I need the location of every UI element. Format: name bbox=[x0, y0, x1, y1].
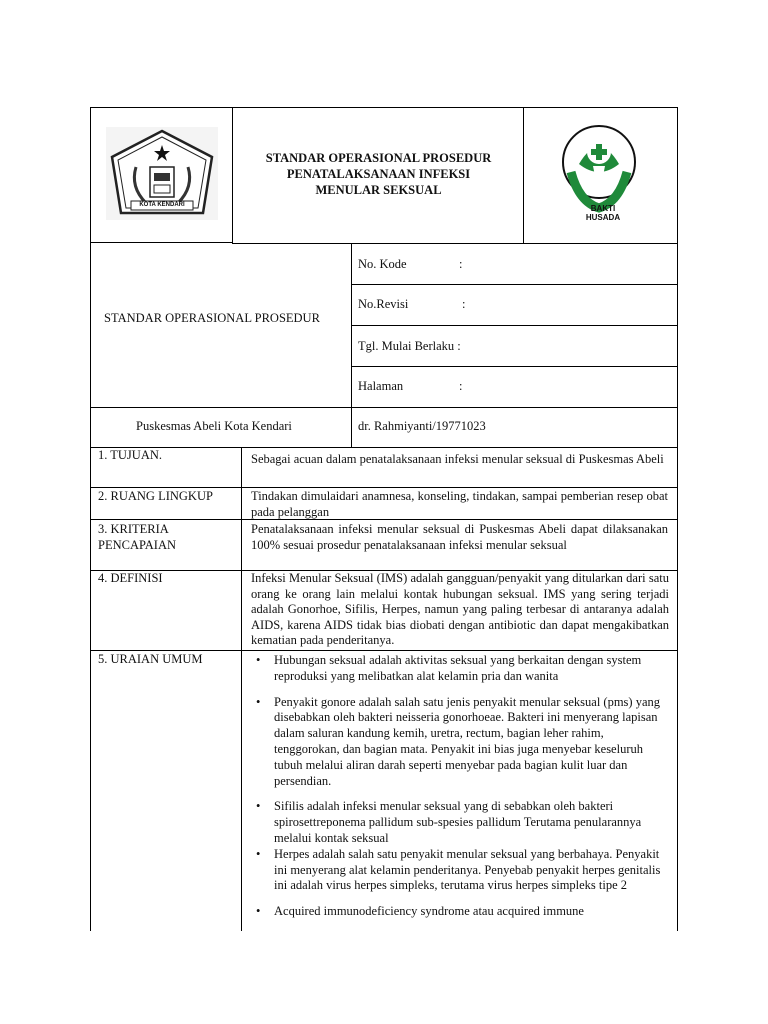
list-item-text: Sifilis adalah infeksi menular seksual yang di sebabkan oleh bakteri spirosettreponema pallidum sub-spesies pallidum Terutama penularannya melalui kontak seksual bbox=[274, 799, 642, 845]
ruang-lingkup-label: 2. RUANG LINGKUP bbox=[98, 489, 213, 503]
kriteria-text: Penatalaksanaan infeksi menular seksual di Puskesmas Abeli dapat dilaksanakan 100% sesuai prosedur penatalaksanaan infeksi menular seksual bbox=[251, 522, 668, 552]
title-line-3: MENULAR SEKSUAL bbox=[315, 183, 442, 197]
puskesmas-name: Puskesmas Abeli Kota Kendari bbox=[136, 419, 292, 433]
title-line-1: STANDAR OPERASIONAL PROSEDUR bbox=[265, 151, 492, 165]
title-line-2: PENATALAKSANAAN INFEKSI bbox=[286, 167, 471, 181]
list-item bbox=[249, 653, 669, 685]
uraian-umum-label: 5. URAIAN UMUM bbox=[98, 652, 203, 666]
tgl-berlaku-label: Tgl. Mulai Berlaku : bbox=[358, 339, 461, 353]
signer-name: dr. Rahmiyanti/19771023 bbox=[358, 419, 486, 433]
halaman-colon: : bbox=[459, 379, 463, 393]
no-kode-colon: : bbox=[459, 257, 463, 271]
no-revisi-colon: : bbox=[462, 297, 466, 311]
bakti-husada-logo bbox=[555, 120, 645, 224]
list-item bbox=[249, 847, 669, 894]
list-item-text: Herpes adalah salah satu penyakit menular seksual yang berbahaya. Penyakit ini menyerang alat kelamin penderitanya. Penyebab penyakit herpes genitalis ini adalah virus herpes simpleks, terutama virus herpes simpleks tipe 2 bbox=[274, 846, 661, 893]
ruang-lingkup-text: Tindakan dimulaidari anamnesa, konseling, tindakan, sampai pemberian resep obat pada pelanggan bbox=[251, 489, 668, 519]
list-item-text: Hubungan seksual adalah aktivitas seksual yang berkaitan dengan system reproduksi yang melibatkan alat kelamin pria dan wanita bbox=[274, 653, 642, 683]
no-revisi-label: No.Revisi bbox=[358, 297, 409, 311]
tujuan-text: Sebagai acuan dalam penatalaksanaan infeksi menular seksual di Puskesmas Abeli bbox=[251, 452, 664, 466]
bullet: • bbox=[256, 846, 261, 861]
list-item-text: Acquired immunodeficiency syndrome atau acquired immune bbox=[274, 904, 584, 919]
kriteria-label-line-2: PENCAPAIAN bbox=[98, 537, 177, 552]
kriteria-label-line-1: 3. KRITERIA bbox=[98, 522, 169, 536]
sop-label: STANDAR OPERASIONAL PROSEDUR bbox=[104, 311, 320, 325]
bullet: • bbox=[256, 653, 261, 667]
list-item bbox=[249, 904, 669, 920]
list-item bbox=[249, 799, 669, 846]
uraian-umum-list bbox=[249, 653, 669, 920]
kriteria-label bbox=[98, 522, 176, 553]
kota-kendari-logo bbox=[106, 127, 218, 220]
document-title bbox=[234, 150, 523, 198]
bakti-husada-logo-text: BAKTI HUSADA bbox=[585, 204, 621, 222]
no-kode-label: No. Kode bbox=[358, 257, 407, 271]
bullet: • bbox=[256, 904, 261, 919]
definisi-label: 4. DEFINISI bbox=[98, 571, 163, 585]
bullet: • bbox=[256, 799, 261, 814]
list-item-text: Penyakit gonore adalah salah satu jenis penyakit menular seksual (pms) yang disebabkan oleh bakteri neisseria gonorhoeae. Bakteri ini menyerang lapisan dalam saluran kandung kemih, uretra, rectum, bagian leher rahim, tenggorokan, dan bagian mata. Penyakit ini bias juga menyebar keseluruh tubuh melalui aliran darah seperti menyebar pada bagian kulit luar dan persendian. bbox=[274, 694, 661, 788]
kota-kendari-logo-text: KOTA KENDARI bbox=[139, 202, 185, 208]
halaman-label: Halaman bbox=[358, 379, 404, 393]
definisi-text: Infeksi Menular Seksual (IMS) adalah gangguan/penyakit yang ditularkan dari satu orang ke orang lain melalui kontak hubungan seksual. IMS yang sering terjadi adalah Gonorhoe, Sifilis, Herpes, namun yang paling terbesar di antaranya adalah AIDS, karena AIDS tidak bias diobati dengan antibiotic dan dapat mengakibatkan kematian pada penderitanya. bbox=[251, 571, 669, 647]
tujuan-label: 1. TUJUAN. bbox=[98, 448, 163, 462]
list-item bbox=[249, 695, 669, 790]
bullet: • bbox=[256, 694, 261, 709]
